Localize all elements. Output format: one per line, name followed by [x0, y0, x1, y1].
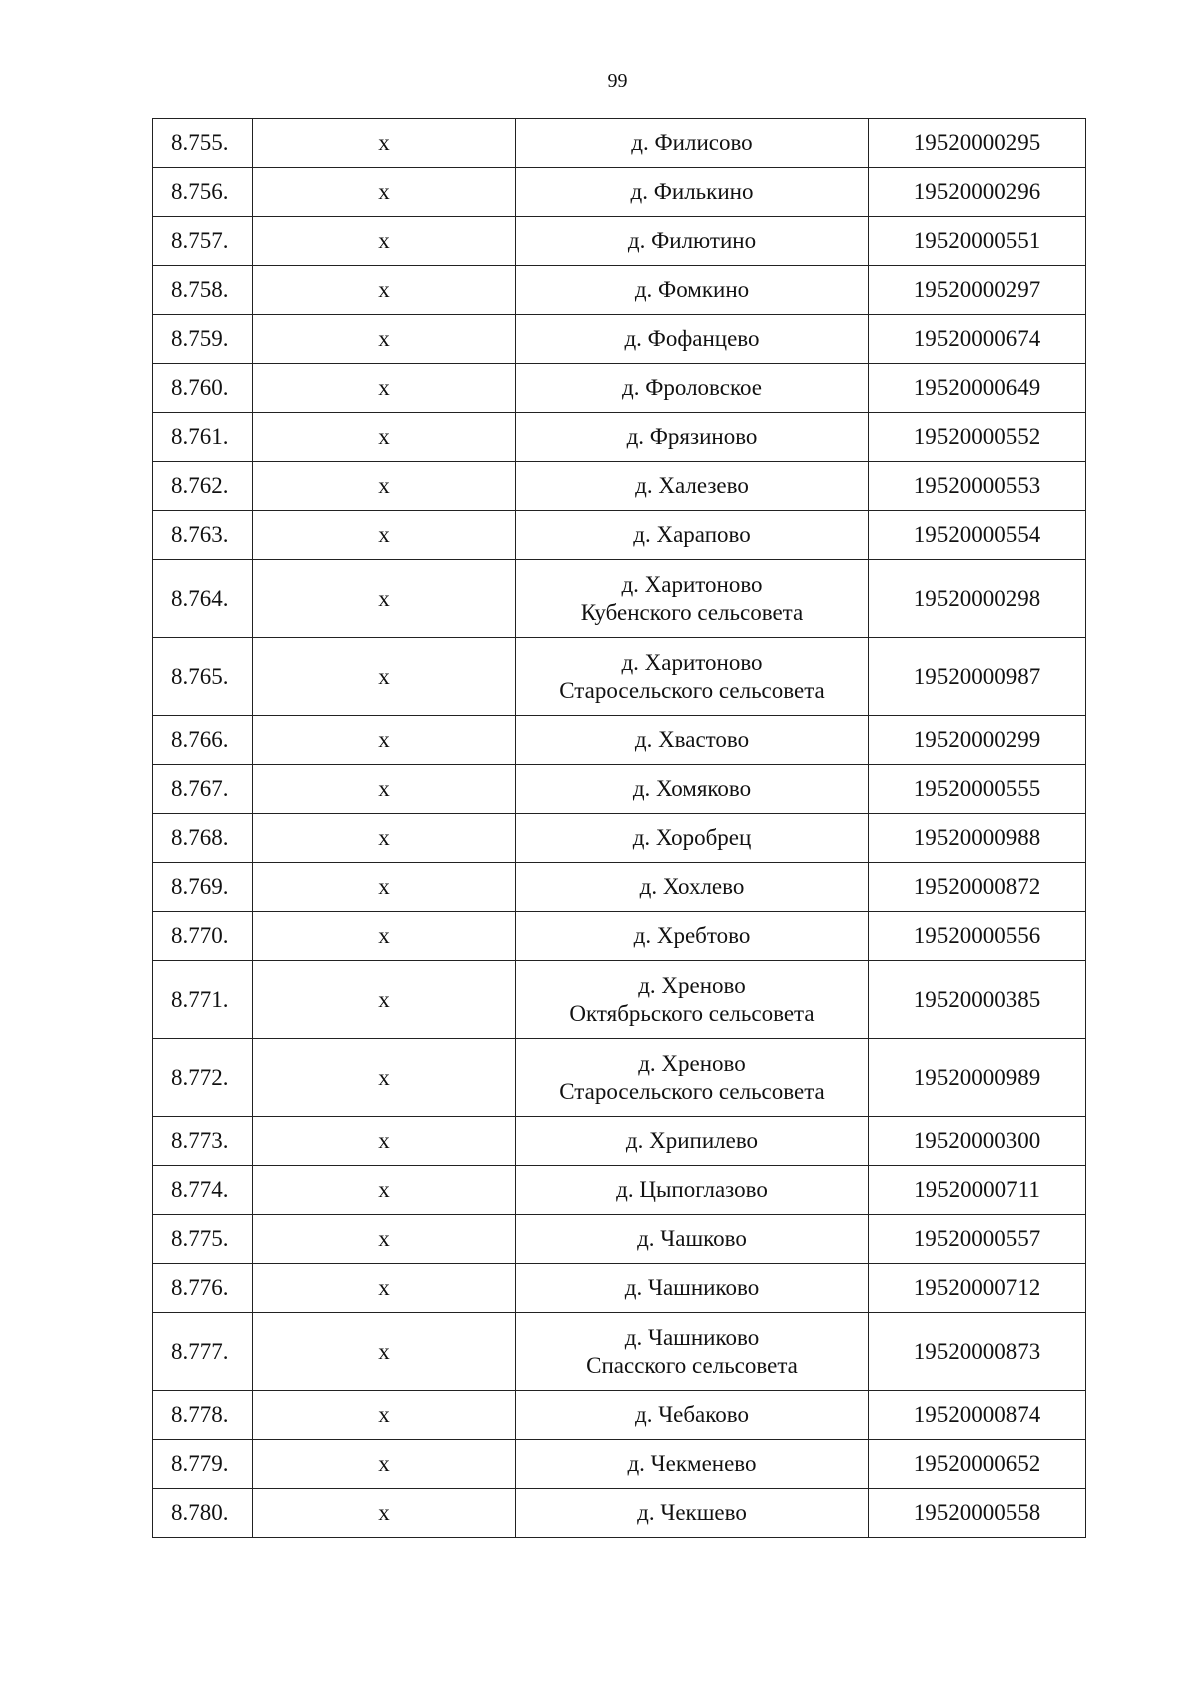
settlement-council: Кубенского сельсовета [580, 599, 804, 625]
mark-cell: х [253, 119, 516, 168]
oktmo-code-cell: 19520000652 [869, 1440, 1086, 1489]
oktmo-code-cell: 19520000874 [869, 1391, 1086, 1440]
settlement-name-cell [516, 560, 869, 638]
settlement-name: д. Чебаково [635, 1402, 749, 1427]
mark-cell: х [253, 765, 516, 814]
settlement-name-cell [516, 912, 869, 961]
settlement-name-cell [516, 1117, 869, 1166]
settlement-name: д. Хоробрец [632, 825, 752, 850]
oktmo-code-cell: 19520000300 [869, 1117, 1086, 1166]
settlement-name-cell [516, 315, 869, 364]
oktmo-code-cell: 19520000988 [869, 814, 1086, 863]
table-row [153, 315, 1086, 364]
mark-cell: х [253, 1117, 516, 1166]
settlement-name: д. Харапово [633, 522, 751, 547]
mark-cell: х [253, 217, 516, 266]
settlement-name: д. Хомяково [632, 776, 752, 801]
settlement-name: д. Хреново [638, 972, 746, 998]
table-row [153, 1440, 1086, 1489]
settlement-name: д. Цыпоглазово [616, 1177, 768, 1202]
table-row [153, 1489, 1086, 1538]
row-number-cell: 8.778. [153, 1391, 253, 1440]
table-row [153, 168, 1086, 217]
settlement-name-cell [516, 364, 869, 413]
settlement-name-cell [516, 1166, 869, 1215]
table-row [153, 961, 1086, 1039]
row-number-cell: 8.777. [153, 1313, 253, 1391]
settlement-name: д. Харитоново [621, 571, 763, 597]
settlement-name: д. Харитоново [621, 649, 763, 675]
settlement-name-cell [516, 217, 869, 266]
settlement-name: д. Филисово [631, 130, 753, 155]
mark-cell: х [253, 1166, 516, 1215]
row-number-cell: 8.764. [153, 560, 253, 638]
oktmo-code-cell: 19520000385 [869, 961, 1086, 1039]
mark-cell: х [253, 364, 516, 413]
oktmo-code-cell: 19520000556 [869, 912, 1086, 961]
settlement-name-cell [516, 716, 869, 765]
oktmo-code-cell: 19520000989 [869, 1039, 1086, 1117]
row-number-cell: 8.766. [153, 716, 253, 765]
oktmo-code-cell: 19520000551 [869, 217, 1086, 266]
settlement-name-cell [516, 863, 869, 912]
mark-cell: х [253, 315, 516, 364]
settlement-name: д. Фрязиново [626, 424, 758, 449]
settlement-name-cell [516, 638, 869, 716]
mark-cell: х [253, 1489, 516, 1538]
oktmo-code-cell: 19520000298 [869, 560, 1086, 638]
mark-cell: х [253, 1313, 516, 1391]
mark-cell: х [253, 1215, 516, 1264]
row-number-cell: 8.773. [153, 1117, 253, 1166]
oktmo-code-cell: 19520000557 [869, 1215, 1086, 1264]
settlement-name: д. Хохлево [639, 874, 745, 899]
table-row [153, 364, 1086, 413]
table-row [153, 266, 1086, 315]
table-row [153, 1039, 1086, 1117]
settlement-name: д. Халезево [635, 473, 749, 498]
settlement-name-cell [516, 814, 869, 863]
settlement-name: д. Чекменево [627, 1451, 757, 1476]
mark-cell: х [253, 716, 516, 765]
mark-cell: х [253, 961, 516, 1039]
table-row [153, 1166, 1086, 1215]
table-row [153, 863, 1086, 912]
table-row [153, 560, 1086, 638]
settlement-name: д. Хребтово [633, 923, 751, 948]
row-number-cell: 8.758. [153, 266, 253, 315]
settlement-name: д. Хрипилево [625, 1128, 759, 1153]
settlement-name-cell [516, 168, 869, 217]
row-number-cell: 8.760. [153, 364, 253, 413]
oktmo-code-cell: 19520000296 [869, 168, 1086, 217]
settlement-name: д. Хвастово [634, 727, 750, 752]
mark-cell: х [253, 168, 516, 217]
row-number-cell: 8.756. [153, 168, 253, 217]
mark-cell: х [253, 560, 516, 638]
settlement-name: д. Хреново [638, 1050, 746, 1076]
oktmo-code-cell: 19520000873 [869, 1313, 1086, 1391]
table-row [153, 716, 1086, 765]
settlement-name-cell [516, 1313, 869, 1391]
row-number-cell: 8.774. [153, 1166, 253, 1215]
settlement-council: Старосельского сельсовета [559, 1078, 825, 1104]
settlement-name: д. Чашково [637, 1226, 747, 1251]
oktmo-code-cell: 19520000674 [869, 315, 1086, 364]
table-row [153, 1117, 1086, 1166]
row-number-cell: 8.776. [153, 1264, 253, 1313]
mark-cell: х [253, 912, 516, 961]
row-number-cell: 8.757. [153, 217, 253, 266]
row-number-cell: 8.761. [153, 413, 253, 462]
oktmo-code-cell: 19520000299 [869, 716, 1086, 765]
row-number-cell: 8.775. [153, 1215, 253, 1264]
table-row [153, 413, 1086, 462]
settlement-name-cell [516, 1391, 869, 1440]
row-number-cell: 8.763. [153, 511, 253, 560]
settlement-name: д. Фофанцево [624, 326, 760, 351]
settlement-name-cell [516, 413, 869, 462]
mark-cell: х [253, 814, 516, 863]
row-number-cell: 8.772. [153, 1039, 253, 1117]
row-number-cell: 8.780. [153, 1489, 253, 1538]
mark-cell: х [253, 266, 516, 315]
oktmo-code-cell: 19520000555 [869, 765, 1086, 814]
mark-cell: х [253, 863, 516, 912]
mark-cell: х [253, 511, 516, 560]
table-row [153, 1391, 1086, 1440]
settlement-name: д. Фроловское [622, 375, 762, 400]
mark-cell: х [253, 1039, 516, 1117]
mark-cell: х [253, 462, 516, 511]
table-row [153, 1215, 1086, 1264]
settlement-name: д. Чашниково [624, 1324, 760, 1350]
row-number-cell: 8.759. [153, 315, 253, 364]
row-number-cell: 8.768. [153, 814, 253, 863]
oktmo-code-cell: 19520000554 [869, 511, 1086, 560]
settlement-name-cell [516, 961, 869, 1039]
settlement-council: Октябрьского сельсовета [569, 1000, 815, 1026]
row-number-cell: 8.767. [153, 765, 253, 814]
settlement-name: д. Чекшево [637, 1500, 747, 1525]
settlement-name-cell [516, 765, 869, 814]
table-row [153, 638, 1086, 716]
oktmo-code-cell: 19520000711 [869, 1166, 1086, 1215]
row-number-cell: 8.769. [153, 863, 253, 912]
settlement-name-cell [516, 1264, 869, 1313]
settlements-table [152, 118, 1086, 1538]
mark-cell: х [253, 413, 516, 462]
oktmo-code-cell: 19520000712 [869, 1264, 1086, 1313]
settlement-name-cell [516, 119, 869, 168]
oktmo-code-cell: 19520000295 [869, 119, 1086, 168]
settlement-name: д. Филютино [627, 228, 757, 253]
table-row [153, 1264, 1086, 1313]
table-row [153, 119, 1086, 168]
oktmo-code-cell: 19520000297 [869, 266, 1086, 315]
table-row [153, 462, 1086, 511]
table-row [153, 912, 1086, 961]
row-number-cell: 8.755. [153, 119, 253, 168]
table-row [153, 217, 1086, 266]
mark-cell: х [253, 1264, 516, 1313]
settlement-name-cell [516, 1215, 869, 1264]
mark-cell: х [253, 638, 516, 716]
oktmo-code-cell: 19520000872 [869, 863, 1086, 912]
table-row [153, 511, 1086, 560]
row-number-cell: 8.765. [153, 638, 253, 716]
settlement-name-cell [516, 462, 869, 511]
table-row [153, 765, 1086, 814]
settlement-name: д. Филькино [630, 179, 754, 204]
oktmo-code-cell: 19520000552 [869, 413, 1086, 462]
settlement-name-cell [516, 1489, 869, 1538]
settlement-council: Старосельского сельсовета [559, 677, 825, 703]
mark-cell: х [253, 1440, 516, 1489]
settlement-council: Спасского сельсовета [586, 1352, 798, 1378]
settlement-name-cell [516, 1039, 869, 1117]
settlement-name-cell [516, 511, 869, 560]
settlement-name-cell [516, 1440, 869, 1489]
table-row [153, 1313, 1086, 1391]
settlement-name-cell [516, 266, 869, 315]
row-number-cell: 8.770. [153, 912, 253, 961]
settlement-name: д. Чашниково [624, 1275, 760, 1300]
oktmo-code-cell: 19520000553 [869, 462, 1086, 511]
mark-cell: х [253, 1391, 516, 1440]
table-row [153, 814, 1086, 863]
row-number-cell: 8.771. [153, 961, 253, 1039]
settlement-name: д. Фомкино [634, 277, 750, 302]
row-number-cell: 8.762. [153, 462, 253, 511]
oktmo-code-cell: 19520000649 [869, 364, 1086, 413]
page-number: 99 [607, 70, 628, 92]
oktmo-code-cell: 19520000558 [869, 1489, 1086, 1538]
table-body [153, 119, 1086, 1538]
oktmo-code-cell: 19520000987 [869, 638, 1086, 716]
row-number-cell: 8.779. [153, 1440, 253, 1489]
